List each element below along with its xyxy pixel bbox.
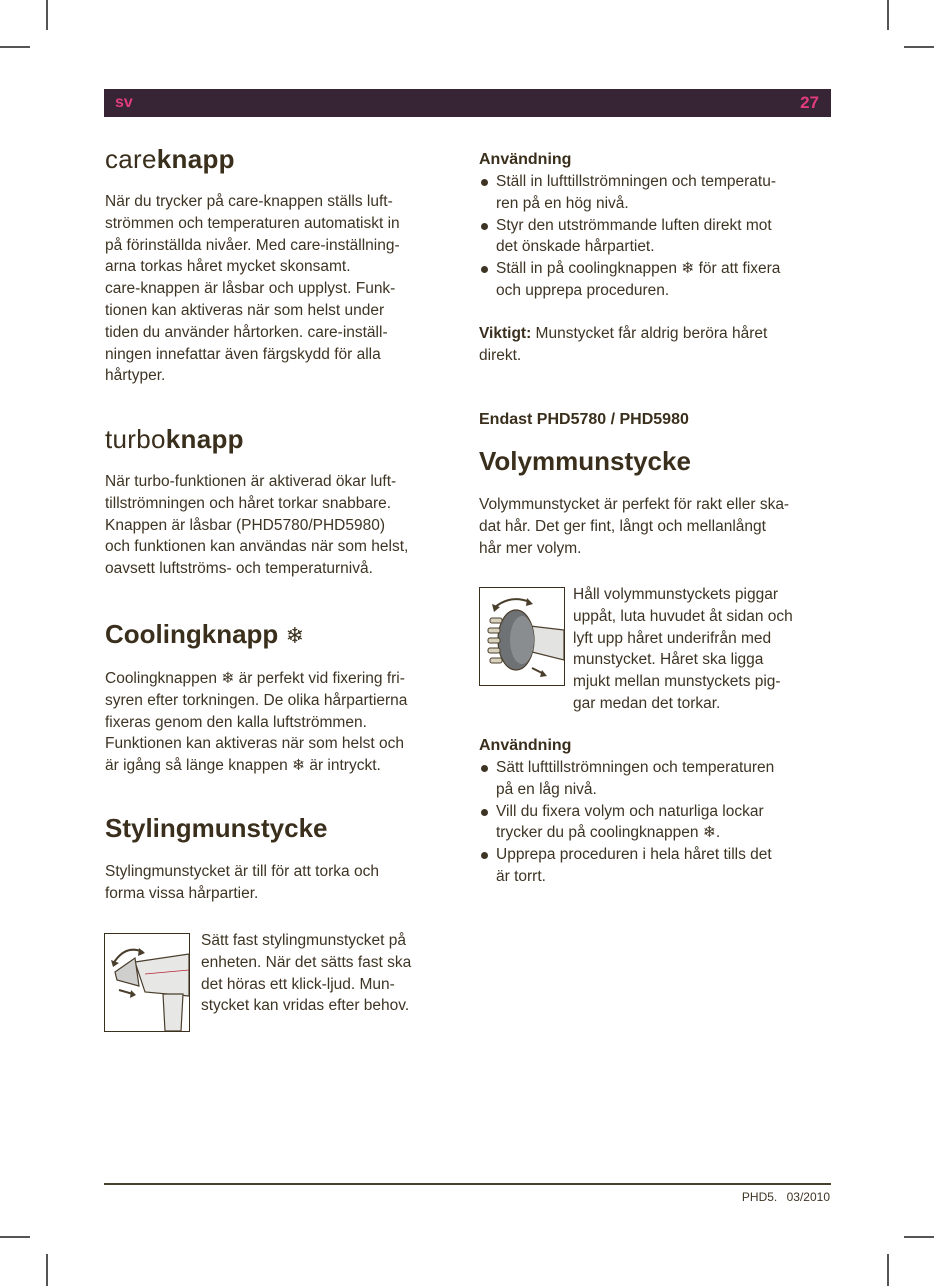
important-note: Viktigt: Munstycket får aldrig beröra håret direkt.	[479, 324, 768, 364]
section-care	[105, 144, 465, 387]
section-styling	[105, 813, 465, 905]
page-number: 27	[800, 93, 819, 112]
volume-heading: Volymmunstycke	[479, 446, 691, 476]
important-label: Viktigt:	[479, 324, 532, 342]
crop-mark	[904, 46, 934, 48]
section-turbo	[105, 424, 465, 580]
volume-body: Volymmunstycket är perfekt för rakt eller ska- dat hår. Det ger fint, långt och mellanlångt hår mer volym.	[479, 496, 790, 557]
crop-mark	[887, 1254, 889, 1286]
volume-figure-caption: Håll volymmunstyckets piggar uppåt, luta huvudet åt sidan och lyft upp håret underifrån med munstycket. Håret ska ligga mjukt mellan munstyckets pig- gar medan det torkar.	[573, 586, 793, 712]
cooling-body-line: är igång så länge knappen ❄ är intryckt.	[105, 757, 381, 775]
snowflake-icon: ❄	[702, 824, 716, 842]
list-item: Sätt lufttillströmningen och temperaturen på en låg nivå.	[479, 757, 839, 801]
snowflake-icon: ❄	[221, 670, 235, 687]
section-cooling	[105, 619, 465, 777]
crop-mark	[0, 46, 30, 48]
care-heading-bold: knapp	[156, 144, 235, 174]
footer-date: 03/2010	[786, 1190, 830, 1204]
crop-mark	[46, 0, 48, 30]
volume-diffuser-illustration	[479, 587, 565, 686]
list-item: Ställ in på coolingknappen ❄ för att fixera och upprepa proceduren.	[479, 258, 839, 302]
section-usage-volume	[479, 735, 839, 888]
list-item: Vill du fixera volym och naturliga lockar trycker du på coolingknappen ❄.	[479, 801, 839, 845]
usage-list	[479, 757, 839, 888]
usage-list	[479, 171, 839, 302]
models-note: Endast PHD5780 / PHD5980	[479, 411, 689, 428]
styling-body: Stylingmunstycket är till för att torka och forma vissa hårpartier.	[105, 863, 379, 902]
turbo-heading-light: turbo	[105, 424, 166, 454]
snowflake-icon: ❄	[285, 623, 304, 648]
care-heading-light: care	[105, 144, 157, 174]
section-volume	[479, 409, 839, 559]
section-usage-styling	[479, 149, 839, 366]
crop-mark	[46, 1254, 48, 1286]
footer-info	[742, 1190, 830, 1204]
hair-dryer-styling-icon	[105, 934, 189, 1031]
cooling-body-line: Coolingknappen ❄ är perfekt vid fixering fri-	[105, 670, 405, 687]
hair-dryer-diffuser-icon	[480, 588, 564, 685]
page-header-bar	[104, 89, 831, 117]
footer-divider	[104, 1183, 831, 1185]
turbo-body: När turbo-funktionen är aktiverad ökar luft- tillströmningen och håret torkar snabbare. Knappen är låsbar (PHD5780/PHD5980) och funktionen kan användas när som helst, oavsett luftströms- och temperaturnivå.	[105, 473, 409, 578]
turbo-heading	[105, 424, 465, 454]
snowflake-icon: ❄	[681, 260, 695, 278]
care-heading	[105, 144, 465, 174]
turbo-heading-bold: knapp	[165, 424, 244, 454]
footer-model: PHD5.	[741, 1190, 778, 1204]
cooling-heading	[105, 619, 465, 651]
crop-mark	[0, 1236, 30, 1238]
cooling-body-line: syren efter torkningen. De olika hårpartierna	[105, 691, 408, 709]
care-body: När du trycker på care-knappen ställs luft- strömmen och temperaturen automatiskt in på förinställda nivåer. Med care-inställning- arna torkas håret mycket skonsamt. care-knappen är låsbar och upplyst. Funk- tionen kan aktiveras när som helst under tiden du använder hårtorken. care-inställ- ningen innefattar även färgskydd för alla hårtyper.	[105, 193, 400, 385]
crop-mark	[887, 0, 889, 30]
cooling-heading-text: Coolingknapp	[105, 619, 279, 649]
styling-figure-caption: Sätt fast stylingmunstycket på enheten. När det sätts fast ska det höras ett klick-ljud. Mun- stycket kan vridas efter behov.	[201, 932, 412, 1015]
styling-nozzle-illustration	[104, 933, 190, 1032]
styling-heading: Stylingmunstycke	[105, 813, 328, 843]
usage-heading: Användning	[479, 737, 572, 754]
crop-mark	[904, 1236, 934, 1238]
cooling-body-line: Funktionen kan aktiveras när som helst och	[105, 735, 404, 753]
cooling-body-line: fixeras genom den kalla luftströmmen.	[105, 713, 367, 731]
language-code: sv	[115, 94, 133, 111]
snowflake-icon: ❄	[292, 757, 306, 775]
list-item: Ställ in lufttillströmningen och temperatu- ren på en hög nivå.	[479, 171, 839, 215]
list-item: Styr den utströmmande luften direkt mot det önskade hårpartiet.	[479, 215, 839, 259]
list-item: Upprepa proceduren i hela håret tills det är torrt.	[479, 844, 839, 888]
usage-heading: Användning	[479, 151, 572, 168]
